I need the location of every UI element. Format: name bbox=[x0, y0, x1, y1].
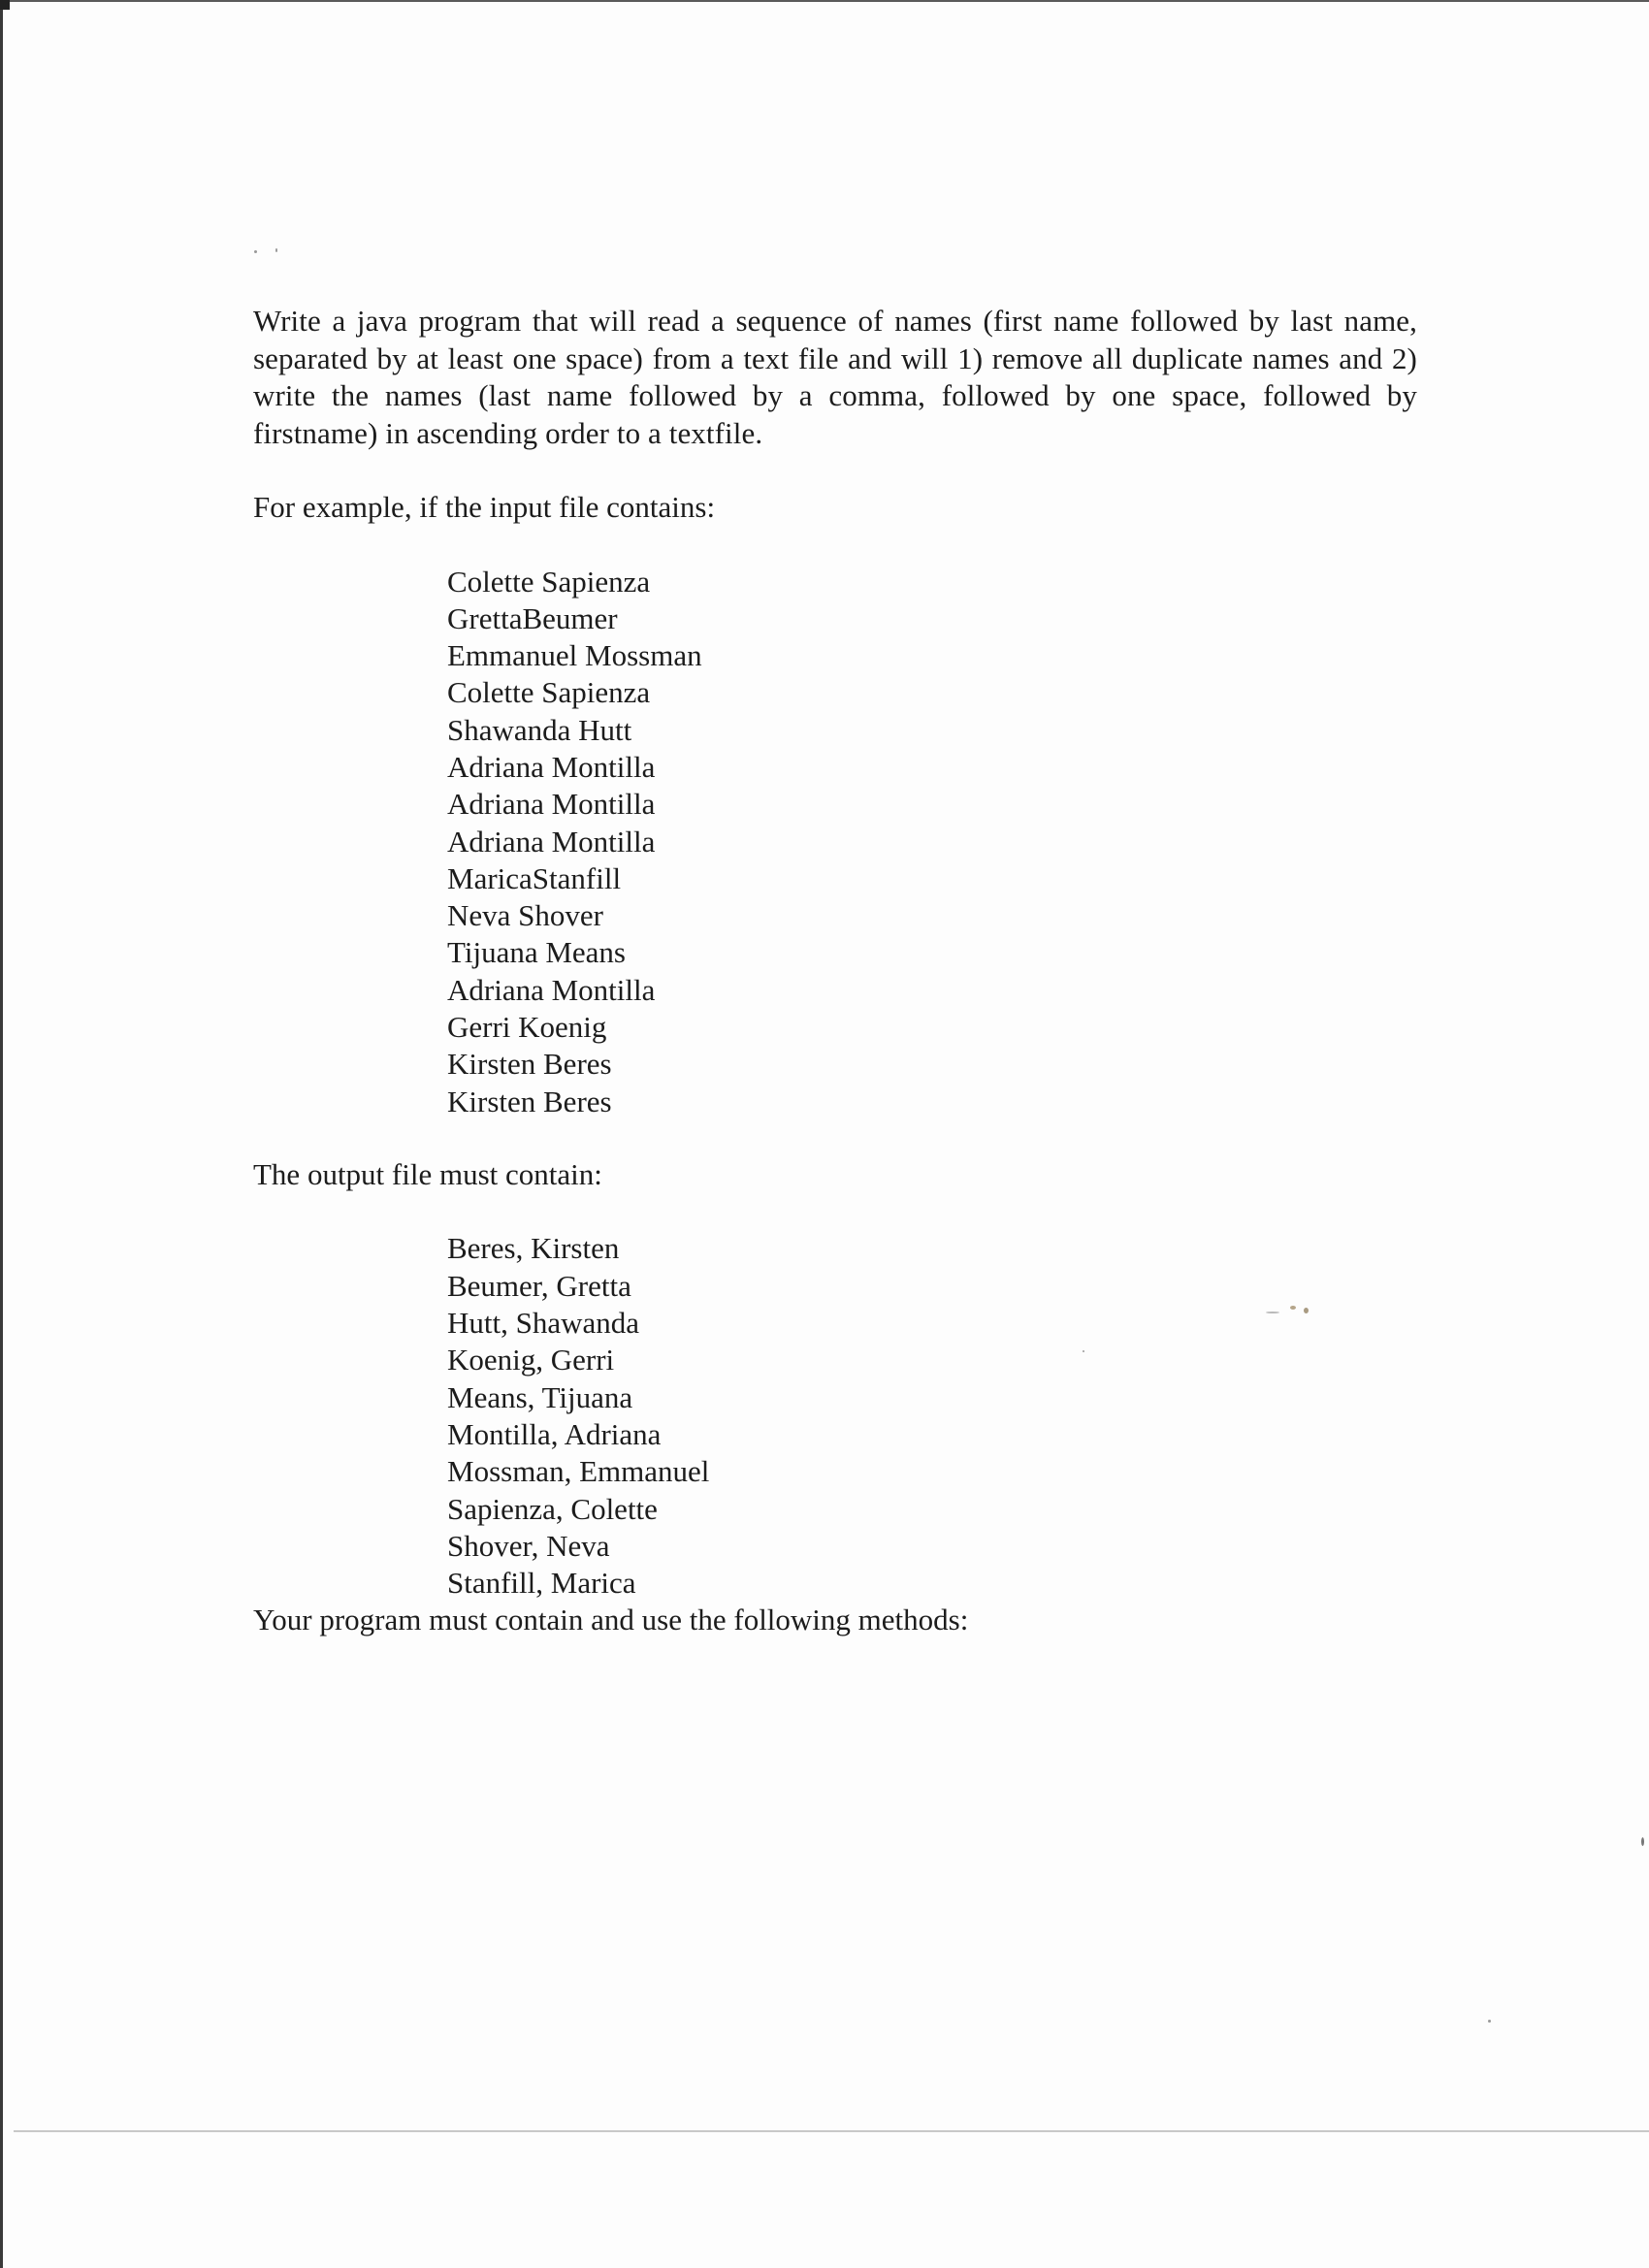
list-item: Stanfill, Marica bbox=[447, 1566, 636, 1601]
list-item: Shover, Neva bbox=[447, 1528, 610, 1563]
input-label: For example, if the input file contains: bbox=[253, 490, 716, 524]
list-item: Emmanuel Mossman bbox=[447, 638, 702, 673]
list-item: Montilla, Adriana bbox=[447, 1416, 662, 1451]
list-item: Gerri Koenig bbox=[447, 1010, 607, 1045]
list-item: Kirsten Beres bbox=[447, 1084, 612, 1118]
scan-footer-line bbox=[14, 2130, 1649, 2132]
scan-edge-left bbox=[0, 0, 3, 2268]
input-name-list bbox=[253, 564, 1417, 1120]
scan-speck bbox=[1488, 2020, 1491, 2023]
list-item: Adriana Montilla bbox=[447, 972, 656, 1007]
list-item: Mossman, Emmanuel bbox=[447, 1454, 710, 1489]
scan-speck bbox=[254, 250, 257, 253]
list-item: Hutt, Shawanda bbox=[447, 1306, 640, 1341]
list-item: Adriana Montilla bbox=[447, 787, 656, 822]
list-item: Beres, Kirsten bbox=[447, 1231, 620, 1266]
list-item: Means, Tijuana bbox=[447, 1379, 633, 1414]
list-item: Neva Shover bbox=[447, 898, 603, 933]
scan-edge-top bbox=[0, 0, 1649, 2]
list-item: Tijuana Means bbox=[447, 935, 626, 970]
list-item: Adriana Montilla bbox=[447, 749, 656, 784]
list-item: Colette Sapienza bbox=[447, 564, 651, 599]
list-item: Koenig, Gerri bbox=[447, 1343, 615, 1377]
list-item: Beumer, Gretta bbox=[447, 1268, 631, 1303]
output-label: The output file must contain: bbox=[253, 1156, 602, 1191]
list-item: Kirsten Beres bbox=[447, 1047, 612, 1082]
list-item: Adriana Montilla bbox=[447, 824, 656, 859]
output-name-list bbox=[253, 1230, 1417, 1602]
scan-speck bbox=[1641, 1837, 1644, 1846]
scan-corner-mark bbox=[0, 0, 10, 10]
methods-intro: Your program must contain and use the following methods: bbox=[253, 1603, 969, 1637]
document-body bbox=[253, 303, 1417, 1639]
list-item: MaricaStanfill bbox=[447, 860, 622, 895]
list-item: Shawanda Hutt bbox=[447, 712, 632, 747]
scan-speck bbox=[275, 248, 277, 252]
list-item: GrettaBeumer bbox=[447, 600, 618, 635]
intro-paragraph: Write a java program that will read a sequence of names (first name followed by last name, separated by at least one space) from a text file and will 1) remove all duplicate names and 2) write the names (last name followed by a comma, followed by one space, followed by firstname) in ascending order to a textfile. bbox=[253, 304, 1417, 450]
list-item: Colette Sapienza bbox=[447, 675, 651, 710]
list-item: Sapienza, Colette bbox=[447, 1491, 658, 1526]
